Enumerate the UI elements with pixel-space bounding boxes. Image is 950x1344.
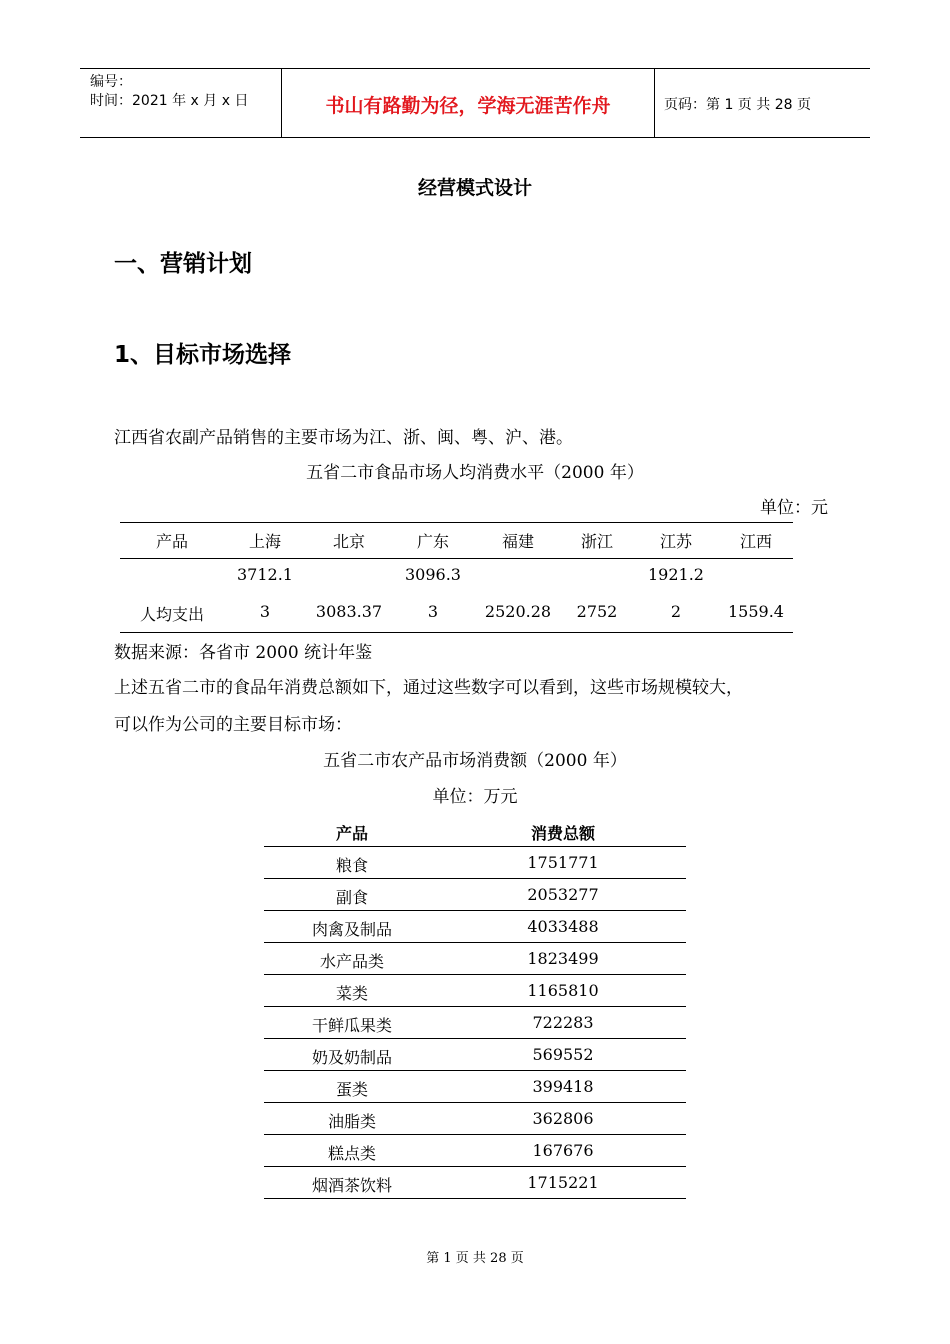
table1-bottom-rule xyxy=(120,632,793,633)
page-header xyxy=(80,68,870,138)
table-row xyxy=(264,1006,686,1039)
table-row xyxy=(264,974,686,1007)
table-row xyxy=(264,1038,686,1071)
table2-value-cell: 362806 xyxy=(532,1109,594,1128)
table1-cell: 3 xyxy=(259,602,271,621)
table1-cell: 3712.1 xyxy=(237,565,293,584)
header-time-label: 时间：2021 年 x 月 x 日 xyxy=(90,93,249,109)
table-row xyxy=(264,846,686,879)
table2-product-cell: 烟酒茶饮料 xyxy=(311,1176,392,1195)
page-footer: 第 1 页 共 28 页 xyxy=(426,1251,524,1266)
table2-product-cell: 水产品类 xyxy=(319,952,384,971)
table2-unit: 单位：万元 xyxy=(432,787,518,807)
table2-product-cell: 奶及奶制品 xyxy=(311,1048,392,1067)
table1-column-header: 产品 xyxy=(155,532,188,551)
table1-header-rule xyxy=(120,558,793,559)
subsection-heading: 1、目标市场选择 xyxy=(114,342,292,368)
section-heading: 一、营销计划 xyxy=(114,251,252,277)
table-row xyxy=(264,1134,686,1167)
table1-column-header: 广东 xyxy=(416,532,449,551)
table1-cell: 3083.37 xyxy=(315,602,383,621)
paragraph-line: 可以作为公司的主要目标市场： xyxy=(114,715,352,735)
table-row xyxy=(264,1166,686,1199)
table-row xyxy=(264,878,686,911)
table1-caption: 五省二市食品市场人均消费水平（2000 年） xyxy=(306,463,644,483)
table2-product-cell: 油脂类 xyxy=(327,1112,376,1131)
table2-product-cell: 肉禽及制品 xyxy=(311,920,392,939)
table2-product-cell: 粮食 xyxy=(335,856,368,875)
source-note: 数据来源：各省市 2000 统计年鉴 xyxy=(114,643,373,663)
table1-column-header: 北京 xyxy=(332,532,365,551)
table1-cell: 2520.28 xyxy=(484,602,552,621)
table1-column-header: 上海 xyxy=(248,532,281,551)
table1-column-header: 江苏 xyxy=(659,532,692,551)
table1-cell: 2 xyxy=(670,602,682,621)
table1-cell: 1559.4 xyxy=(728,602,784,621)
table1-unit: 单位：元 xyxy=(760,498,828,518)
table2-column-header: 消费总额 xyxy=(530,824,595,843)
table2-product-cell: 菜类 xyxy=(335,984,368,1003)
table1-cell: 人均支出 xyxy=(139,605,204,624)
table2-header-row xyxy=(264,814,686,847)
paragraph-line: 上述五省二市的食品年消费总额如下，通过这些数字可以看到，这些市场规模较大， xyxy=(114,678,743,698)
table1-cell: 3096.3 xyxy=(405,565,461,584)
table2-value-cell: 1715221 xyxy=(527,1173,599,1192)
table2-value-cell: 2053277 xyxy=(527,885,599,904)
header-meta xyxy=(90,73,248,111)
table-row xyxy=(264,942,686,975)
table2-value-cell: 1823499 xyxy=(527,949,599,968)
table2-value-cell: 4033488 xyxy=(527,917,599,936)
table1-cell: 2752 xyxy=(576,602,618,621)
table-row xyxy=(264,1102,686,1135)
table2-value-cell: 1751771 xyxy=(527,853,599,872)
table-row xyxy=(264,910,686,943)
table1-cell: 1921.2 xyxy=(648,565,704,584)
document-title: 经营模式设计 xyxy=(417,177,532,199)
table2-product-cell: 蛋类 xyxy=(335,1080,368,1099)
table2-product-cell: 糕点类 xyxy=(327,1144,376,1163)
table1-column-header: 江西 xyxy=(739,532,772,551)
header-divider xyxy=(654,69,655,137)
intro-paragraph: 江西省农副产品销售的主要市场为江、浙、闽、粤、沪、港。 xyxy=(114,428,573,448)
table-row xyxy=(264,1070,686,1103)
table1-column-header: 福建 xyxy=(501,532,534,551)
table2-column-header: 产品 xyxy=(335,824,368,843)
table2-caption: 五省二市农产品市场消费额（2000 年） xyxy=(323,751,627,771)
header-motto: 书山有路勤为径，学海无涯苦作舟 xyxy=(325,95,611,117)
table1-cell: 3 xyxy=(427,602,439,621)
table2-value-cell: 1165810 xyxy=(527,981,599,1000)
table1-top-rule xyxy=(120,522,793,523)
header-page-info: 页码：第 1 页 共 28 页 xyxy=(664,97,811,113)
table2-value-cell: 722283 xyxy=(532,1013,594,1032)
table1-column-header: 浙江 xyxy=(580,532,613,551)
table2-value-cell: 167676 xyxy=(532,1141,594,1160)
table2-product-cell: 干鲜瓜果类 xyxy=(311,1016,392,1035)
table2-value-cell: 569552 xyxy=(532,1045,594,1064)
table2-product-cell: 副食 xyxy=(335,888,368,907)
header-number-label: 编号： xyxy=(90,74,132,90)
table2-value-cell: 399418 xyxy=(532,1077,594,1096)
